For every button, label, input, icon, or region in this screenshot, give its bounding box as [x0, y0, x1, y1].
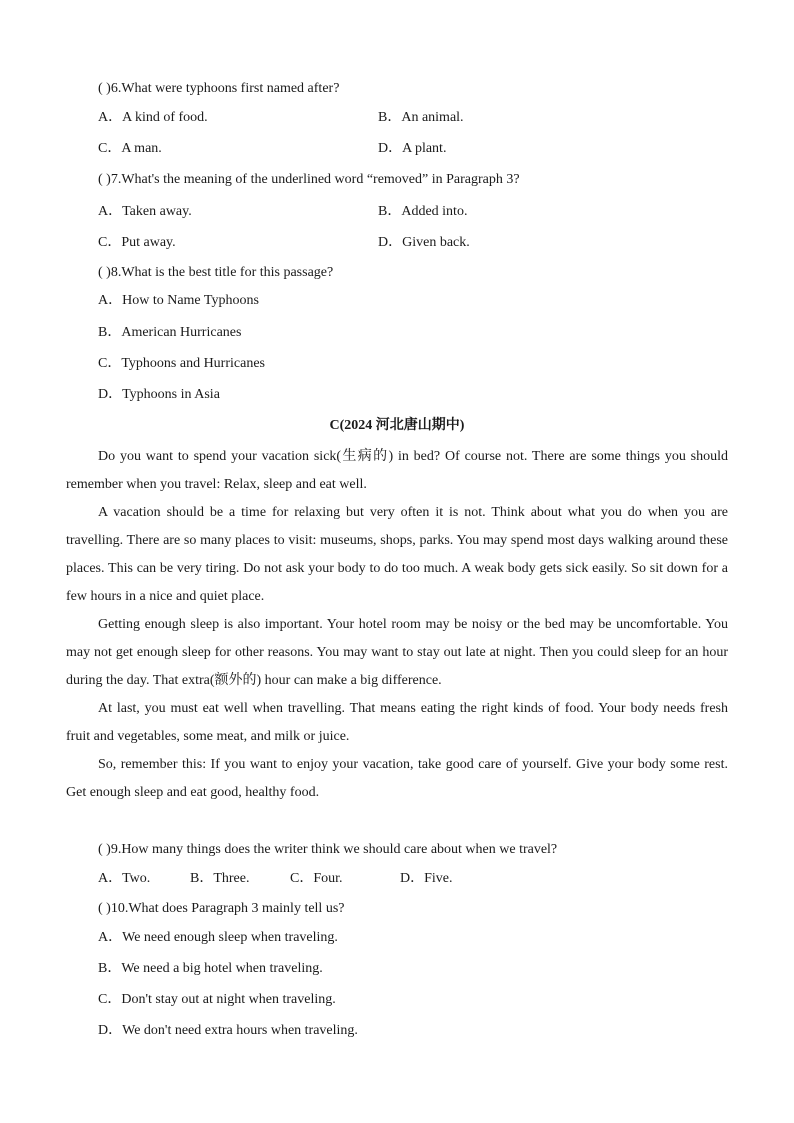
q8-option-a: A．How to Name Typhoons — [98, 293, 259, 308]
question-8-stem: ( )8.What is the best title for this passage? — [98, 265, 334, 280]
q7-option-a: A．Taken away. — [98, 204, 192, 219]
q10-option-c: C．Don't stay out at night when traveling. — [98, 992, 336, 1007]
q8-option-c: C．Typhoons and Hurricanes — [98, 356, 265, 371]
q10-option-a: A．We need enough sleep when traveling. — [98, 930, 338, 945]
q9-option-b: B．Three. — [190, 871, 250, 886]
q10-option-b: B．We need a big hotel when traveling. — [98, 961, 323, 976]
question-7-stem: ( )7.What's the meaning of the underlined word “removed” in Paragraph 3? — [98, 172, 520, 187]
question-9-stem: ( )9.How many things does the writer think we should care about when we travel? — [98, 842, 558, 857]
passage-paragraph-2: A vacation should be a time for relaxing but very often it is not. Think about what you do when you are travelling. There are so many places to visit: museums, shops, parks. You may spend most days walking around these places. This can be very tiring. Do not ask your body to do too much. A weak body gets sick easily. So sit down for a few hours in a nice and quiet place. — [66, 505, 728, 604]
passage-paragraph-5: So, remember this: If you want to enjoy your vacation, take good care of yourself. Give your body some rest. Get enough sleep and eat good, healthy food. — [66, 757, 728, 800]
reading-passage — [66, 443, 728, 807]
q7-option-c: C．Put away. — [98, 235, 176, 250]
passage-paragraph-1: Do you want to spend your vacation sick(生病的) in bed? Of course not. There are some things you should remember when you travel: Relax, sleep and eat well. — [66, 449, 728, 492]
section-c-heading: C(2024 河北唐山期中) — [329, 418, 465, 433]
q6-option-b: B．An animal. — [378, 110, 464, 125]
q7-option-b: B．Added into. — [378, 204, 468, 219]
q9-option-a: A．Two. — [98, 871, 151, 886]
passage-paragraph-4: At last, you must eat well when travelling. That means eating the right kinds of food. Your body needs fresh fruit and vegetables, some meat, and milk or juice. — [66, 701, 728, 744]
q10-option-d: D．We don't need extra hours when traveling. — [98, 1023, 358, 1038]
q8-option-d: D．Typhoons in Asia — [98, 387, 220, 402]
question-6-stem: ( )6.What were typhoons first named after? — [98, 81, 340, 96]
q6-option-a: A．A kind of food. — [98, 110, 208, 125]
passage-paragraph-3: Getting enough sleep is also important. Your hotel room may be noisy or the bed may be uncomfortable. You may not get enough sleep for other reasons. You may want to stay out late at night. Then you could sleep for an hour during the day. That extra(额外的) hour can make a big difference. — [66, 617, 728, 688]
q6-option-c: C．A man. — [98, 141, 162, 156]
q9-option-d: D．Five. — [400, 871, 453, 886]
q7-option-d: D．Given back. — [378, 235, 470, 250]
q6-option-d: D．A plant. — [378, 141, 447, 156]
question-10-stem: ( )10.What does Paragraph 3 mainly tell us? — [98, 901, 345, 916]
q9-option-c: C．Four. — [290, 871, 343, 886]
q8-option-b: B．American Hurricanes — [98, 325, 242, 340]
